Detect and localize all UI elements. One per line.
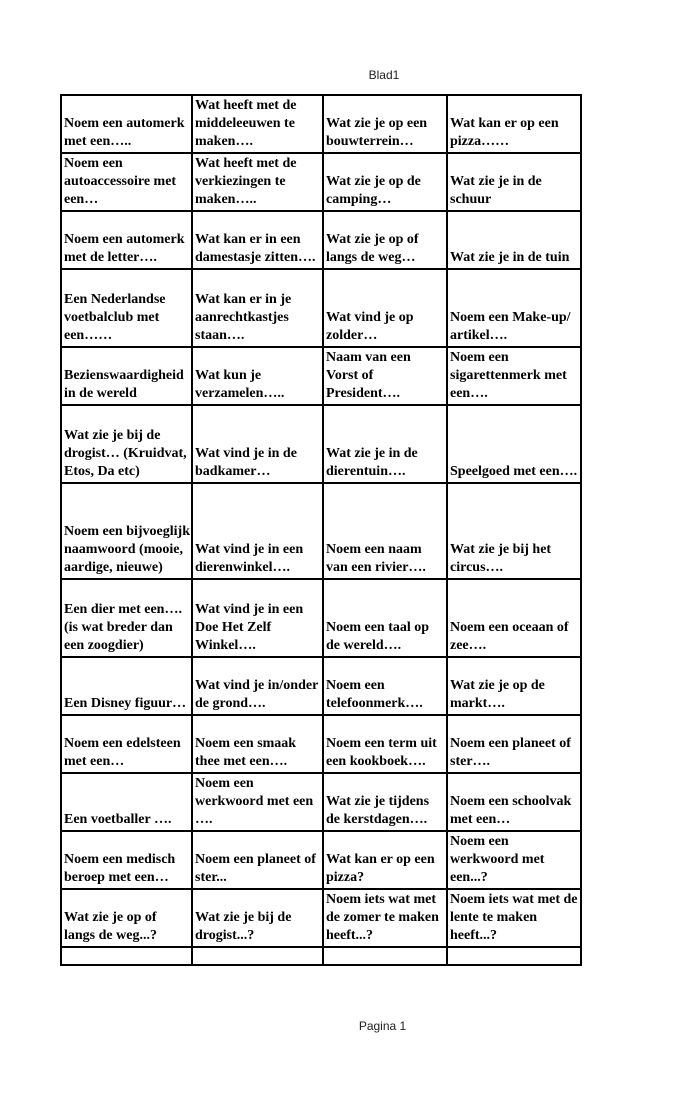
table-cell: Wat zie je tijdens de kerstdagen…. bbox=[323, 773, 447, 831]
table-cell bbox=[323, 947, 447, 965]
table-cell: Noem een edelsteen met een… bbox=[61, 715, 192, 773]
table-cell: Noem een taal op de wereld…. bbox=[323, 579, 447, 657]
table-cell: Wat vind je in een Doe Het Zelf Winkel…. bbox=[192, 579, 323, 657]
table-cell: Wat zie je bij de drogist… (Kruidvat, Etos, Da etc) bbox=[61, 405, 192, 483]
table-cell: Wat zie je op de camping… bbox=[323, 153, 447, 211]
table-cell: Wat zie je op of langs de weg...? bbox=[61, 889, 192, 947]
table-cell: Noem iets wat met de zomer te maken heeft...? bbox=[323, 889, 447, 947]
question-table bbox=[60, 94, 582, 966]
table-row bbox=[61, 347, 581, 405]
table-row bbox=[61, 715, 581, 773]
table-row bbox=[61, 405, 581, 483]
table-cell: Wat zie je bij het circus…. bbox=[447, 483, 581, 579]
table-cell: Wat heeft met de middeleeuwen te maken…. bbox=[192, 95, 323, 153]
table-cell: Noem een werkwoord met een …. bbox=[192, 773, 323, 831]
table-cell bbox=[447, 947, 581, 965]
table-cell: Noem een bijvoeglijk naamwoord (mooie, aardige, nieuwe) bbox=[61, 483, 192, 579]
table-cell: Noem een planeet of ster... bbox=[192, 831, 323, 889]
table-row bbox=[61, 95, 581, 153]
table-cell: Een dier met een….(is wat breder dan een zoogdier) bbox=[61, 579, 192, 657]
table-cell: Wat kan er op een pizza? bbox=[323, 831, 447, 889]
table-cell: Noem een Make-up/ artikel…. bbox=[447, 269, 581, 347]
table-cell: Naam van een Vorst of President…. bbox=[323, 347, 447, 405]
table-cell: Wat zie je in de tuin bbox=[447, 211, 581, 269]
table-cell: Een voetballer …. bbox=[61, 773, 192, 831]
table-row bbox=[61, 947, 581, 965]
table-cell: Wat heeft met de verkiezingen te maken….. bbox=[192, 153, 323, 211]
table-cell: Speelgoed met een…. bbox=[447, 405, 581, 483]
table-cell: Wat vind je in de badkamer… bbox=[192, 405, 323, 483]
table-row bbox=[61, 483, 581, 579]
table-row bbox=[61, 269, 581, 347]
table-row bbox=[61, 211, 581, 269]
table-cell: Noem een sigarettenmerk met een…. bbox=[447, 347, 581, 405]
sheet-title: Blad1 bbox=[368, 68, 400, 82]
table-cell: Wat zie je in de schuur bbox=[447, 153, 581, 211]
table-cell: Noem een planeet of ster…. bbox=[447, 715, 581, 773]
table-cell: Wat kan er in een damestasje zitten…. bbox=[192, 211, 323, 269]
table-cell: Bezienswaardigheid in de wereld bbox=[61, 347, 192, 405]
table-cell: Wat vind je op zolder… bbox=[323, 269, 447, 347]
table-cell: Noem een term uit een kookboek…. bbox=[323, 715, 447, 773]
table-row bbox=[61, 579, 581, 657]
table-cell bbox=[192, 947, 323, 965]
page-footer: Pagina 1 bbox=[358, 1019, 407, 1033]
table-cell: Wat zie je op of langs de weg… bbox=[323, 211, 447, 269]
table-cell: Wat kan er in je aanrechtkastjes staan…. bbox=[192, 269, 323, 347]
table-cell: Wat kan er op een pizza…… bbox=[447, 95, 581, 153]
table-cell: Noem een oceaan of zee…. bbox=[447, 579, 581, 657]
table-cell: Noem iets wat met de lente te maken heeft...? bbox=[447, 889, 581, 947]
table-row bbox=[61, 657, 581, 715]
table-cell: Noem een autoaccessoire met een… bbox=[61, 153, 192, 211]
table-cell: Wat kun je verzamelen….. bbox=[192, 347, 323, 405]
table-cell: Wat zie je in de dierentuin…. bbox=[323, 405, 447, 483]
table-row bbox=[61, 889, 581, 947]
table-cell: Noem een automerk met een….. bbox=[61, 95, 192, 153]
table-row bbox=[61, 773, 581, 831]
table-cell: Wat vind je in/onder de grond…. bbox=[192, 657, 323, 715]
table-cell: Noem een smaak thee met een…. bbox=[192, 715, 323, 773]
table-row bbox=[61, 831, 581, 889]
table-cell: Wat zie je bij de drogist...? bbox=[192, 889, 323, 947]
table-cell: Noem een telefoonmerk…. bbox=[323, 657, 447, 715]
table-cell: Wat zie je op een bouwterrein… bbox=[323, 95, 447, 153]
table-cell: Een Nederlandse voetbalclub met een…… bbox=[61, 269, 192, 347]
table-cell: Noem een medisch beroep met een… bbox=[61, 831, 192, 889]
table-row bbox=[61, 153, 581, 211]
table-cell: Noem een schoolvak met een… bbox=[447, 773, 581, 831]
table-cell: Wat vind je in een dierenwinkel…. bbox=[192, 483, 323, 579]
table-cell: Noem een naam van een rivier…. bbox=[323, 483, 447, 579]
table-cell bbox=[61, 947, 192, 965]
table-cell: Noem een automerk met de letter…. bbox=[61, 211, 192, 269]
table-cell: Noem een werkwoord met een...? bbox=[447, 831, 581, 889]
table-cell: Wat zie je op de markt…. bbox=[447, 657, 581, 715]
table-cell: Een Disney figuur… bbox=[61, 657, 192, 715]
